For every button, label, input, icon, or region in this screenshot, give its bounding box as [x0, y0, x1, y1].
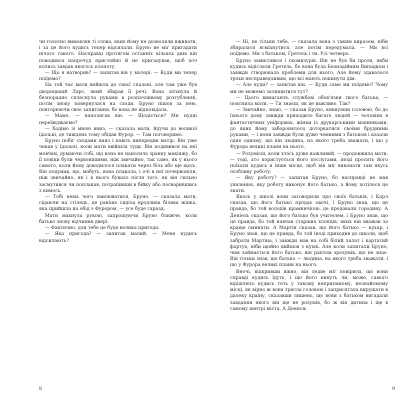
- right-paragraph-5: — Звичайно, знаю, — сказав Бруно, кивнувши головою, бо до їхнього дому завжди приходило багато людей — чоловіки в фантастичних уніформах, жінки із друкарськими машинками, до яких йому заборонялося доторкатися своїми брудними руками, — і вони завжди були дуже чемними з батьком і казали одне одному, що він людина, на якого треба зважати, і що у Фурора великі плани на нього.: [230, 108, 388, 151]
- left-paragraph-1: чи голосно вимовляв ті слова, яких йому не дозволяли вживати, і за це його кудись тепер відсилали. Бруно не міг пригадати нічого такого. Насправді протягом останніх кількох днів він поводився напрочуд пристойно й не пригадував, щоб хоч колись завдав якогось клопоту.: [39, 40, 197, 70]
- right-paragraph-1: — Ні, не тільки тебе, — сказала вона з таким виразом, ніби збиралася всміхнутися, але потім передумала. — Ми всі поїдемо. Ми з батьком, Гретель і ти. Усі четверо.: [230, 40, 388, 58]
- right-page-number: 9: [392, 387, 395, 392]
- right-page: [230, 40, 388, 362]
- left-paragraph-7: — Тобі нема чого хвилюватися, Бруно, — сказала мати, сідаючи на стілець, де раніше сиділа вродлива білява жінка, яка прийшла на обід з Фурором, — усе буде гаразд.: [39, 195, 197, 213]
- left-paragraph-6: Бруно побіг сходами вниз і навіть випередив матір. Він уже чекав у їдальні, коли мати ввійшла туди. Він подивився на неї мовчки, думаючи собі, що вона не наносила зранку макіяжу, бо її повіки були червонішими, ніж звичайно, так само, як у нього самого, коли йому доводилося плакати через біль або ще щось. Він подумав, що, мабуть, вона плакала, і очі в неї почервоніли, ніж звичайно, як і в нього бувало після того, як він сильно засмутився чи поплакав, потрапивши в бійку або посварившись з кимось.: [39, 139, 197, 194]
- right-paragraph-8: Якось у школі вони заговорили про своїх батьків, і Карл сказав, що його батько продає овочі, і Бруно знав, що це правда, бо той володів крамничкою, де продавали городину. А Деніель сказав, що його батько був учителем, і Бруно знав, що це правда, бо той навчав старших хлопців, яких він вважав за краще оминати. А Мартін сказав, що його батько — кухар, і Бруно знав, що це правда, бо той іноді приходив до школи, щоб забрати Мартіна, і завжди мав на собі білий халат і картатий фартух, ніби щойно вийшов з кухні. Але коли запитали Бруно, чим займається його батько, він раптом зрозумів, що не знає. Він тільки знав, що батько — людина, на якого треба зважати, і що у Фурора великі плани на нього.: [230, 195, 388, 269]
- left-paragraph-2: — Що я натворив? — запитав він у матері. — Куди ми тепер поїдемо?: [39, 71, 197, 83]
- left-paragraph-8: Мати махнула рукою, запрошуючи Бруно ближче, коли батько знову відчинив двері.: [39, 213, 197, 225]
- right-paragraph-2: Бруно замислився і скомизурів. Він не був би проти, якби кудись відіслали Гретель, бо вона була Безнадійним Випадком і завжди створювала проблеми для нього. Але йому здавалося трохи несправедливим, що всі мають покинути дім.: [230, 58, 388, 83]
- right-paragraph-4: — Цього вимагають службові обов'язки твого батька, — пояснила мати. — Ти знаєш, як це важливо. Так?: [230, 95, 388, 108]
- left-paragraph-4: — Мамо, — наполягав він. — Щодіється? Ми нудні переїжджаємо?: [39, 114, 197, 126]
- left-paragraph-3: На той час мати вийшла до своєї спальні, але там уже був дворецький Ларс, який збирав її речі. Вона зітхнула й безпорадно сплеснула руками в розпачливому розгубленні, потім знову повернулася на сходи. Бруно пішов за нею, повторюючи своє запитання, бо вона не відповідала.: [39, 83, 197, 114]
- left-paragraph-9: — Фактично, для тебе це буде велика пригода.: [45, 226, 160, 232]
- right-paragraph-9: Вночі, відкривши вікно, він ледве міг повірити, що вони справді кудись їдуть, і що його кинуть чи, може, самого відішлють кудись геть у такому неприємному, незнайомому місці, як вірно ж вона трясла головою і заприсягала вирушати в далеку країну, сказавши лишень, що вони з батьком вигадали завдання якого він ще не розумів, бо ж він дитина і ще в самому центрі міста. А Деніель: [230, 269, 388, 312]
- left-paragraph-10: — Яка пригода? — запитав малий. — Мене кудись відсилають?: [39, 232, 197, 244]
- left-page-number: 8: [39, 387, 42, 392]
- left-paragraph-5: — Ходімо зі мною вниз, — сказала мати, йдучи до великої їдальні, де тиждень тому обідав Фурор. — Там поговоримо.: [39, 126, 197, 139]
- right-paragraph-6: — Розумієш, коли хтось дуже важливий, — продовжила мати, — тоді, хто користується його послугами, іноді просить його поїхати кудись в інше місце, щоб він міг виконати там якусь особливу роботу.: [230, 151, 388, 176]
- left-page: [39, 40, 197, 362]
- right-paragraph-7: — Яку роботу? — запитав Бруно, бо насправді не мав уявлення, яку роботу виконує його батько, а йому хотілося це знати.: [230, 176, 388, 194]
- right-paragraph-3: — Але куди? — запитав він. — Куди саме ми поїдемо? Чому ми не можемо залишитися тут?: [230, 83, 388, 95]
